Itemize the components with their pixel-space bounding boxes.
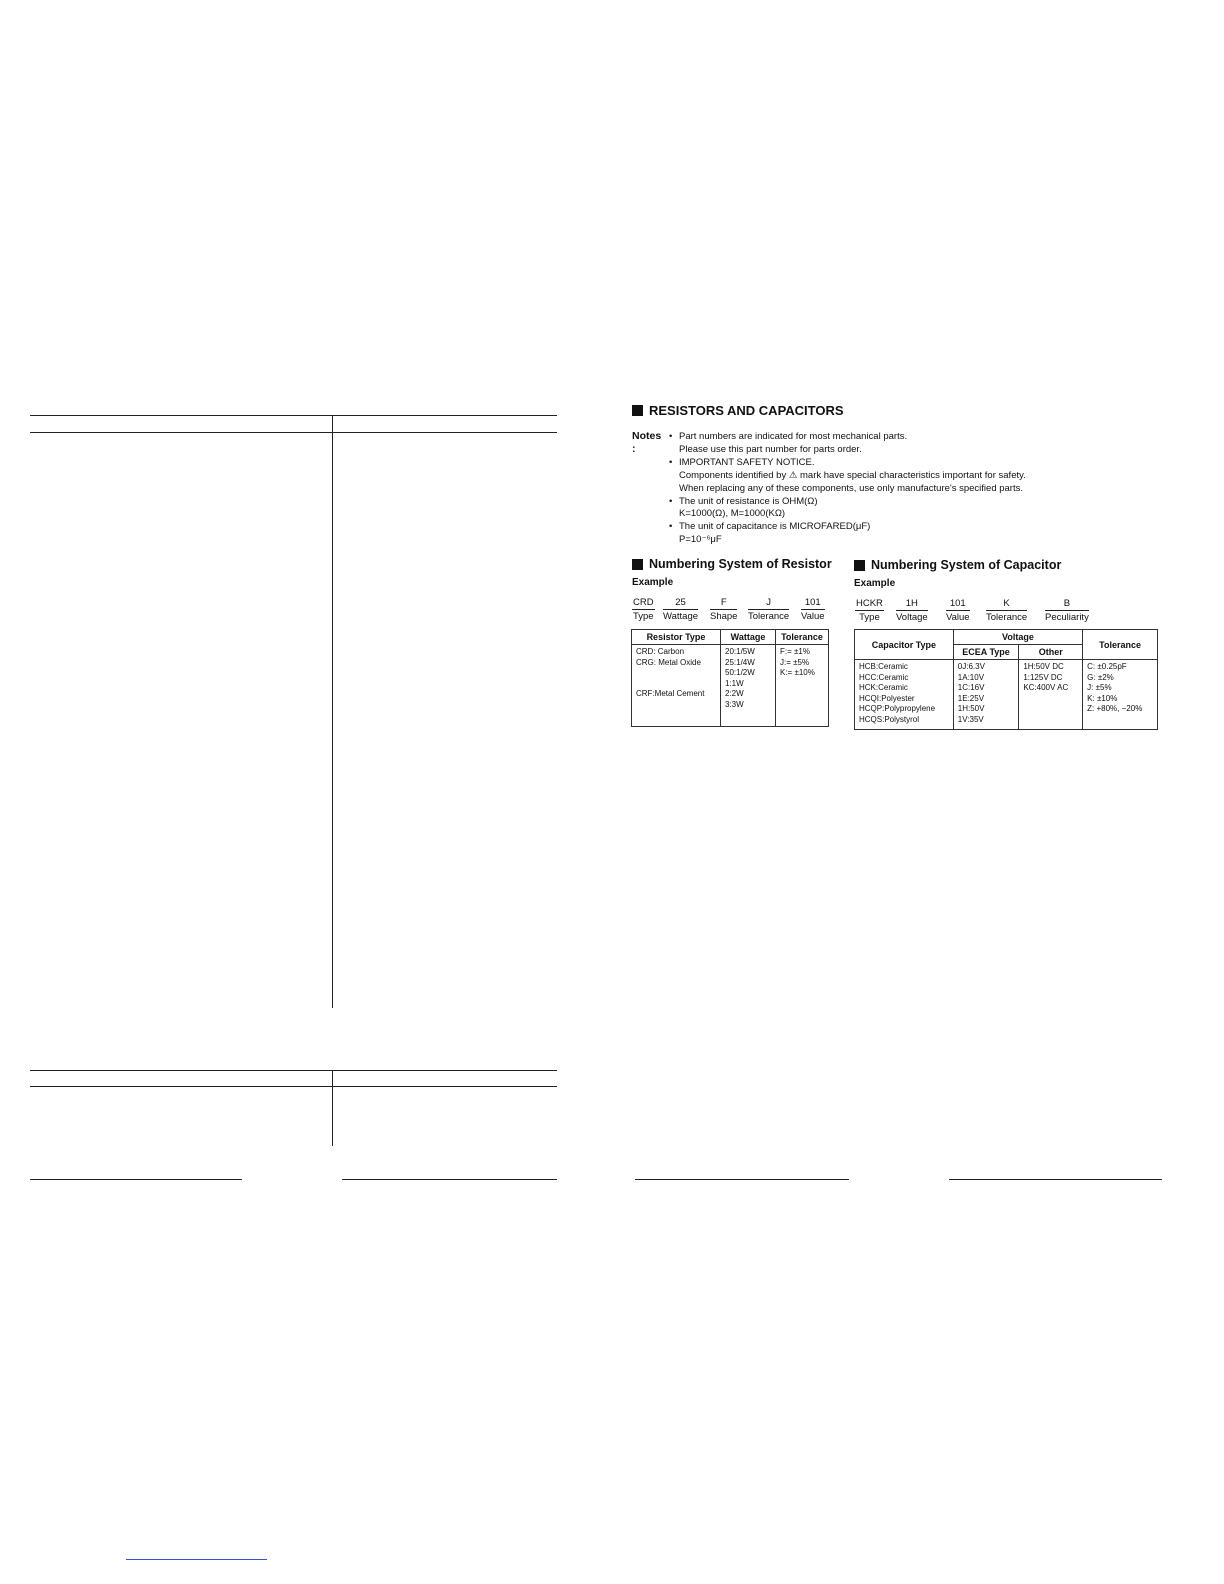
left-table2-column-divider: [332, 1070, 333, 1146]
notes-label: Notes :: [632, 430, 662, 455]
section-title-text: RESISTORS AND CAPACITORS: [649, 403, 844, 418]
section-title: [632, 403, 844, 418]
footer-blue-rule: [126, 1559, 267, 1560]
resistor-title-text: Numbering System of Resistor: [649, 557, 832, 571]
capacitor-code-value: 101 Value: [946, 598, 970, 623]
capacitor-code-type: HCKR Type: [856, 598, 883, 623]
bullet-square-icon: [632, 559, 643, 570]
resistor-table: [631, 629, 829, 727]
resistor-title: [632, 557, 832, 571]
capacitor-other-cell: 1H:50V DC 1:125V DC KC:400V AC: [1019, 660, 1083, 730]
resistor-type-cell: CRD: Carbon CRG: Metal Oxide CRF:Metal Cement: [632, 645, 721, 727]
footer-rule-1: [30, 1179, 242, 1180]
footer-rule-3: [635, 1179, 849, 1180]
resistor-code-type: CRD Type: [632, 597, 654, 622]
left-table-top-rule: [30, 415, 557, 416]
bullet-square-icon: [854, 560, 865, 571]
left-table2-header-rule: [30, 1086, 557, 1087]
left-table-column-divider: [332, 415, 333, 1008]
capacitor-code-tolerance: K Tolerance: [986, 598, 1028, 623]
resistor-code-value: 101 Value: [801, 597, 825, 622]
resistor-table-header-type: Resistor Type: [632, 630, 721, 645]
resistor-tolerance-cell: F:= ±1% J:= ±5% K:= ±10%: [776, 645, 829, 727]
footer-rule-2: [342, 1179, 557, 1180]
bullet-square-icon: [632, 405, 643, 416]
capacitor-table: [854, 629, 1158, 730]
capacitor-example-label: Example: [854, 578, 896, 589]
capacitor-code-peculiarity: B Peculiarity: [1045, 598, 1089, 623]
resistor-table-header-wattage: Wattage: [721, 630, 776, 645]
capacitor-title-text: Numbering System of Capacitor: [871, 558, 1062, 572]
capacitor-table-header-type: Capacitor Type: [855, 630, 954, 660]
capacitor-table-header-ecea: ECEA Type: [953, 645, 1019, 660]
resistor-code-wattage: 25 Wattage: [663, 597, 699, 622]
resistor-table-header-tolerance: Tolerance: [776, 630, 829, 645]
footer-rule-4: [949, 1179, 1162, 1180]
left-table2-top-rule: [30, 1070, 557, 1071]
resistor-code-shape: F Shape: [710, 597, 738, 622]
capacitor-title: [854, 558, 1061, 572]
capacitor-code-voltage: 1H Voltage: [896, 598, 928, 623]
capacitor-table-header-voltage: Voltage: [953, 630, 1082, 645]
resistor-wattage-cell: 20:1/5W 25:1/4W 50:1/2W 1:1W 2:2W 3:3W: [721, 645, 776, 727]
resistor-code-tolerance: J Tolerance: [748, 597, 790, 622]
capacitor-type-cell: HCB:Ceramic HCC:Ceramic HCK:Ceramic HCQI:Polyester HCQP:Polypropylene HCQS:Polystyrol: [855, 660, 954, 730]
capacitor-tolerance-cell: C: ±0.25pF G: ±2% J: ±5% K: ±10% Z: +80%, −20%: [1083, 660, 1158, 730]
capacitor-ecea-cell: 0J:6.3V 1A:10V 1C:16V 1E:25V 1H:50V 1V:35V: [953, 660, 1019, 730]
left-table-header-rule: [30, 432, 557, 433]
capacitor-table-header-tolerance: Tolerance: [1083, 630, 1158, 660]
capacitor-table-header-other: Other: [1019, 645, 1083, 660]
resistor-example-label: Example: [632, 577, 674, 588]
